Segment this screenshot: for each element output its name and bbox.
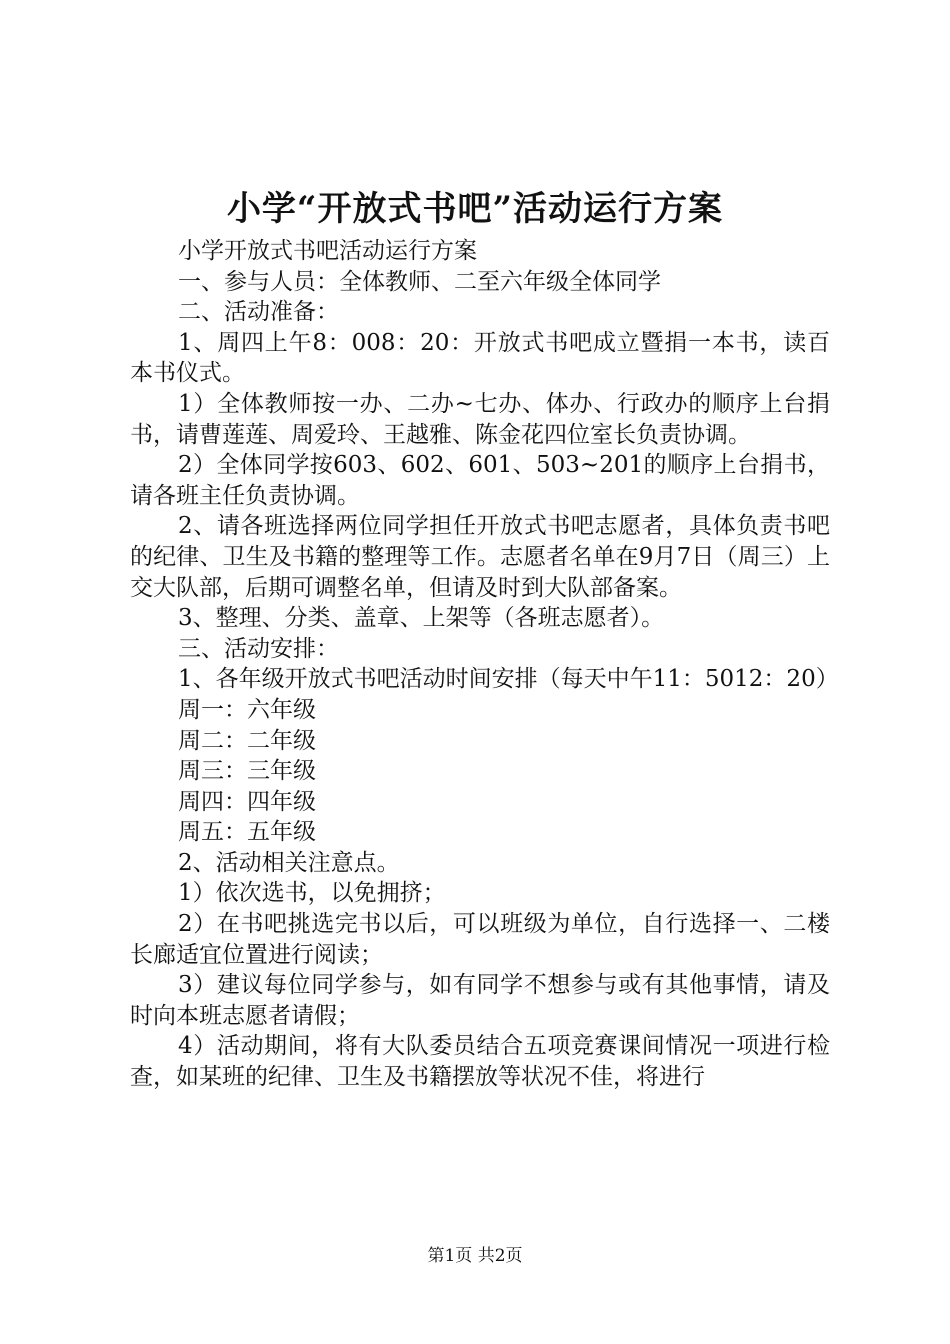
- paragraph: 小学开放式书吧活动运行方案: [178, 238, 477, 264]
- page-footer: 第1页 共2页: [427, 1246, 523, 1266]
- paragraph: 2）全体同学按603、602、601、503~201的顺序上台捐书，请各班主任负责协调。: [130, 452, 830, 509]
- paragraph: 2、活动相关注意点。: [178, 849, 400, 876]
- paragraph: 周五：五年级: [178, 819, 316, 846]
- paragraph: 3）建议每位同学参与，如有同学不想参与或有其他事情，请及时向本班志愿者请假；: [130, 972, 830, 1029]
- paragraph: 周四：四年级: [178, 788, 316, 815]
- paragraph: 二、活动准备：: [178, 299, 339, 326]
- paragraph: 周二：二年级: [178, 727, 316, 754]
- paragraph: 1、各年级开放式书吧活动时间安排（每天中午11：5012：20）: [178, 666, 839, 693]
- paragraph: 周一：六年级: [178, 696, 316, 723]
- paragraph: 1）全体教师按一办、二办~七办、体办、行政办的顺序上台捐书，请曹莲莲、周爱玲、王越雅、陈金花四位室长负责协调。: [130, 390, 830, 448]
- paragraph: 1、周四上午8：008：20：开放式书吧成立暨捐一本书，读百本书仪式。: [130, 329, 830, 387]
- paragraph: 一、参与人员：全体教师、二至六年级全体同学: [178, 268, 661, 295]
- paragraph: 4）活动期间，将有大队委员结合五项竞赛课间情况一项进行检查，如某班的纪律、卫生及书籍摆放等状况不佳，将进行: [130, 1033, 830, 1091]
- paragraph: 三、活动安排：: [178, 635, 339, 662]
- paragraph: 周三：三年级: [178, 758, 316, 785]
- paragraph: 2）在书吧挑选完书以后，可以班级为单位，自行选择一、二楼长廊适宜位置进行阅读；: [130, 911, 830, 968]
- paragraph: 2、请各班选择两位同学担任开放式书吧志愿者，具体负责书吧的纪律、卫生及书籍的整理等工作。志愿者名单在9月7日（周三）上交大队部，后期可调整名单，但请及时到大队部备案。: [130, 513, 830, 601]
- document-body: [130, 236, 839, 1093]
- paragraph: 1）依次选书，以免拥挤；: [178, 880, 446, 907]
- document-title: 小学“开放式书吧”活动运行方案: [226, 189, 724, 229]
- paragraph: 3、整理、分类、盖章、上架等（各班志愿者）。: [178, 605, 665, 632]
